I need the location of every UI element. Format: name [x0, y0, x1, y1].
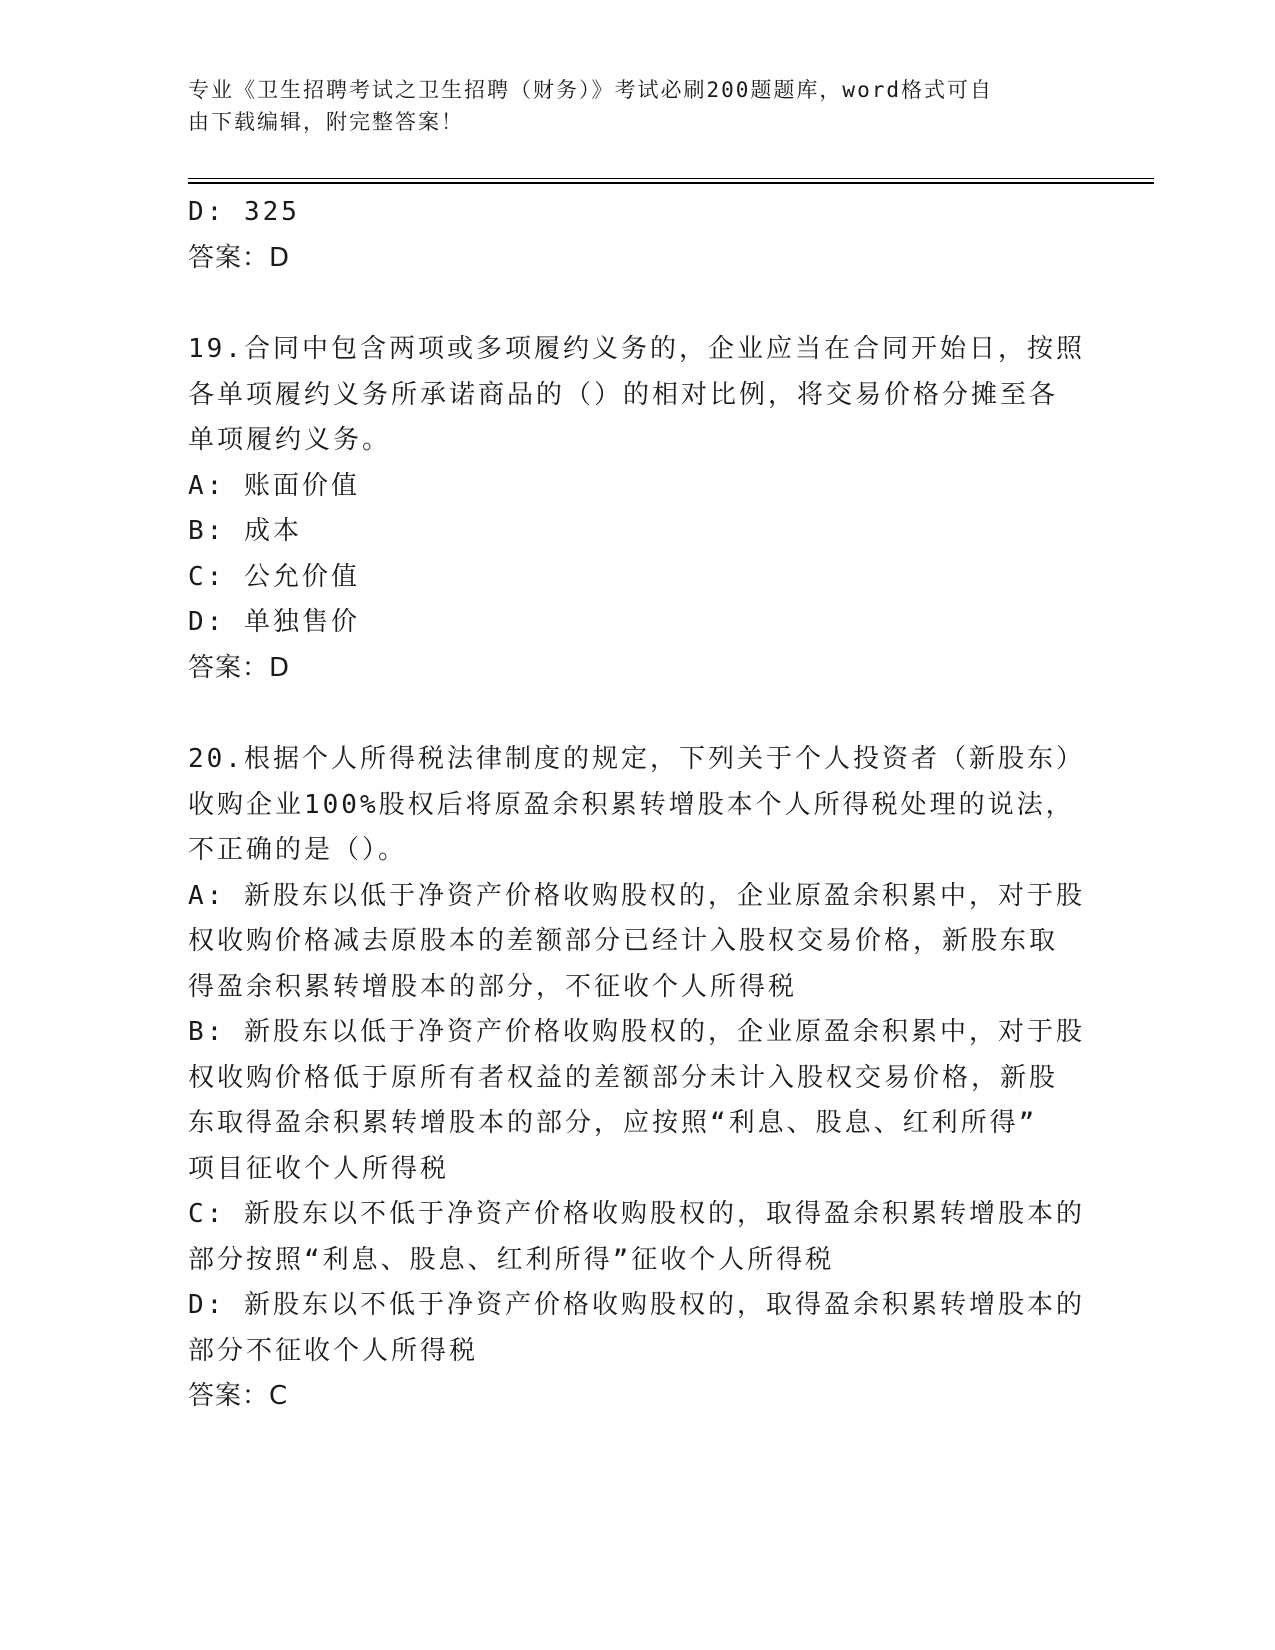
q20-option-a-line: 权收购价格减去原股本的差额部分已经计入股权交易价格，新股东取 — [188, 926, 1059, 956]
q19-option-a: A: 账面价值 — [188, 470, 360, 501]
q19-answer: 答案：D — [188, 652, 291, 683]
q20-option-a-line: 得盈余积累转增股本的部分，不征收个人所得税 — [188, 971, 798, 1002]
header-line-2: 由下载编辑，附完整答案！ — [188, 110, 464, 134]
prev-option-d: D: 325 — [188, 197, 300, 227]
q20-option-d-line: D: 新股东以不低于净资产价格收购股权的，取得盈余积累转增股本的 — [188, 1290, 1085, 1320]
header-divider-thick — [188, 182, 1154, 184]
q20-option-b-line: 权收购价格低于原所有者权益的差额部分未计入股权交易价格，新股 — [188, 1062, 1059, 1093]
q19-stem-line: 各单项履约义务所承诺商品的（）的相对比例，将交易价格分摊至各 — [188, 379, 1059, 410]
header-divider-thin — [188, 178, 1154, 179]
q19-option-c: C: 公允价值 — [188, 561, 360, 592]
spacer — [188, 281, 1088, 327]
q20-option-d-line: 部分不征收个人所得税 — [188, 1335, 479, 1366]
header-line-1: 专业《卫生招聘考试之卫生招聘（财务）》考试必刷200题题库，word格式可自 — [188, 78, 993, 102]
q20-stem-line: 收购企业100%股权后将原盈余积累转增股本个人所得税处理的说法， — [188, 789, 1075, 820]
q20-stem-line: 20.根据个人所得税法律制度的规定，下列关于个人投资者（新股东） — [188, 744, 1085, 774]
q20-option-b-line: B: 新股东以低于净资产价格收购股权的，企业原盈余积累中，对于股 — [188, 1017, 1085, 1047]
q19-option-b: B: 成本 — [188, 516, 302, 546]
q20-option-c-line: C: 新股东以不低于净资产价格收购股权的，取得盈余积累转增股本的 — [188, 1199, 1085, 1229]
q20-option-b-line: 东取得盈余积累转增股本的部分，应按照“利息、股息、红利所得” — [188, 1108, 1038, 1138]
q19-option-d: D: 单独售价 — [188, 607, 360, 637]
page-header — [188, 74, 1068, 138]
q19-stem-line: 单项履约义务。 — [188, 425, 392, 455]
q20-option-c-line: 部分按照“利息、股息、红利所得”征收个人所得税 — [188, 1244, 835, 1275]
q20-option-a-line: A: 新股东以低于净资产价格收购股权的，企业原盈余积累中，对于股 — [188, 880, 1085, 911]
q20-answer: 答案：C — [188, 1381, 289, 1411]
q20-option-b-line: 项目征收个人所得税 — [188, 1153, 450, 1184]
question-19 — [188, 327, 1088, 691]
spacer — [188, 691, 1088, 737]
prev-answer: 答案：D — [188, 242, 291, 273]
q20-stem-line: 不正确的是（）。 — [188, 835, 408, 865]
q19-stem-line: 19.合同中包含两项或多项履约义务的，企业应当在合同开始日，按照 — [188, 334, 1085, 364]
question-20 — [188, 737, 1088, 1420]
page-content — [188, 190, 1088, 1420]
